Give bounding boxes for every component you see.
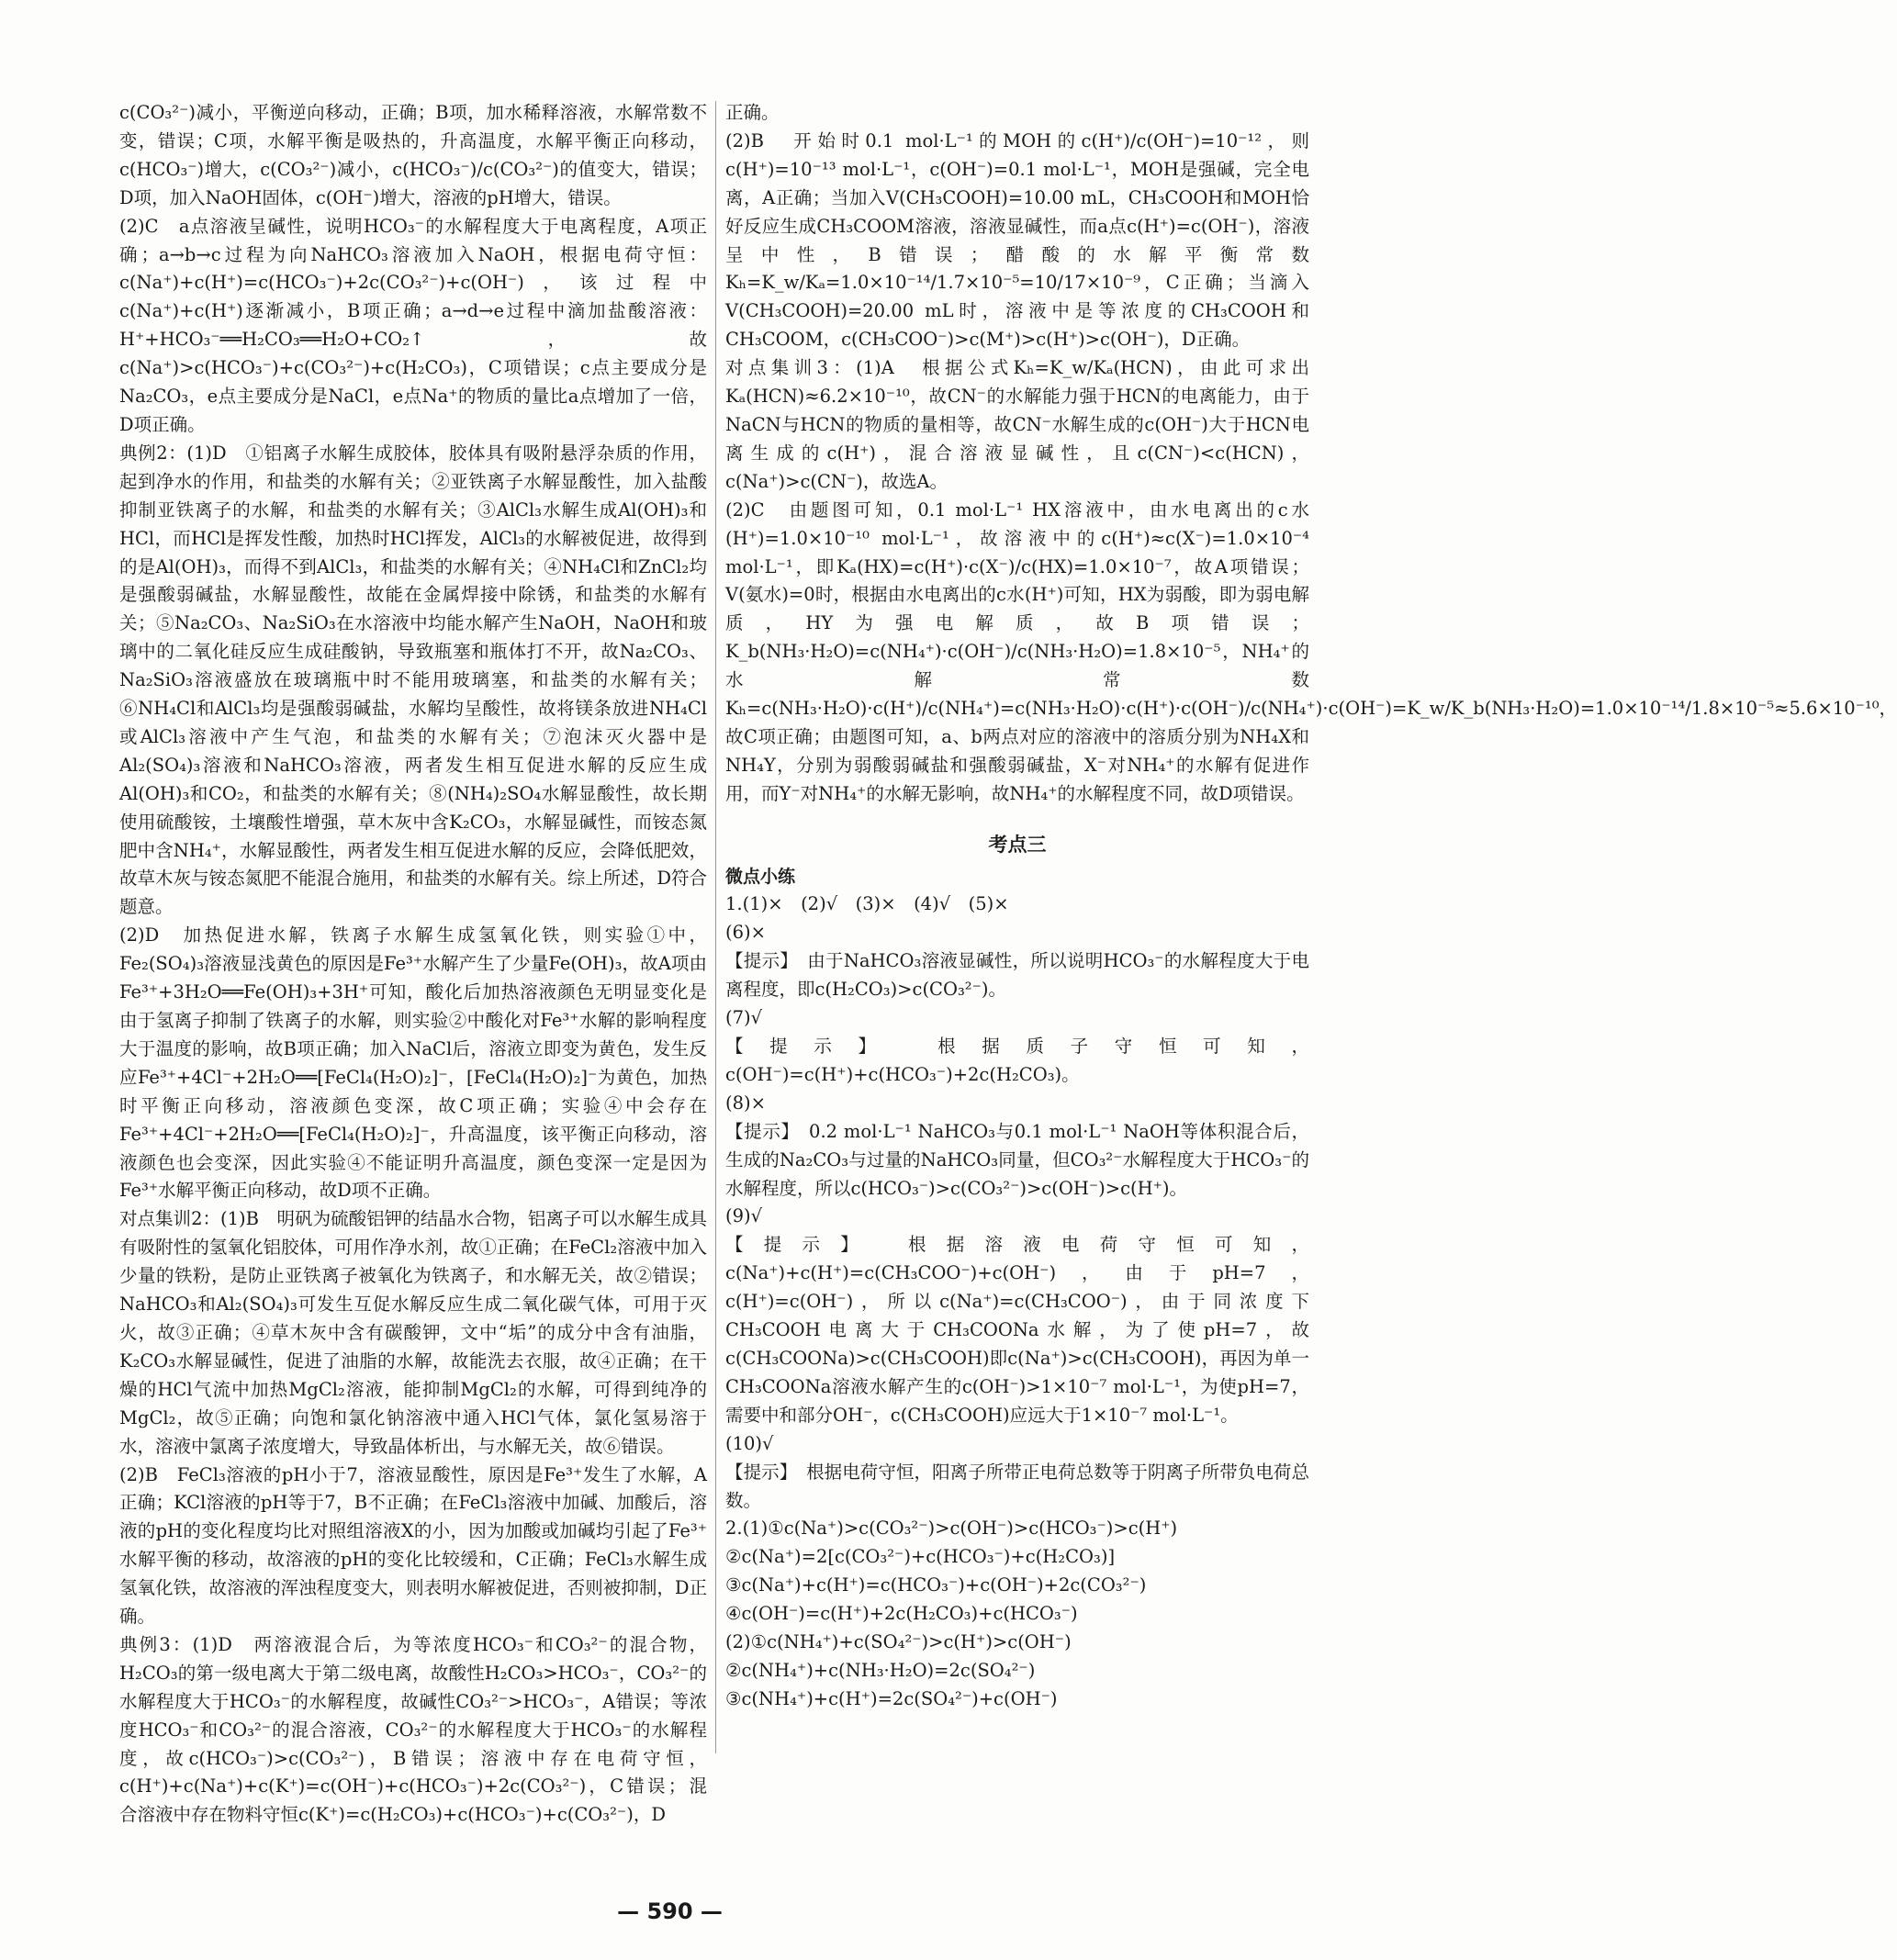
paragraph: 正确。 bbox=[725, 102, 780, 123]
page-number: — 590 — bbox=[617, 1898, 723, 1924]
practice-hint: 【提示】 0.2 mol·L⁻¹ NaHCO₃与0.1 mol·L⁻¹ NaOH等体积混合后，生成的Na₂CO₃与过量的NaHCO₃同量，但CO₃²⁻水解程度大于HCO₃⁻的水解程度，所以c(HCO₃⁻)>c(CO₃²⁻)>c(OH⁻)>c(H⁺)。 bbox=[725, 1120, 1309, 1199]
practice-item: (8)× bbox=[725, 1092, 766, 1114]
section-title: 考点三 bbox=[988, 833, 1047, 856]
practice-item: ③c(Na⁺)+c(H⁺)=c(HCO₃⁻)+c(OH⁻)+2c(CO₃²⁻) bbox=[725, 1574, 1147, 1596]
paragraph: 对点集训3：(1)A 根据公式Kₕ=K_w/Kₐ(HCN)，由此可求出Kₐ(HCN)≈6.2×10⁻¹⁰，故CN⁻的水解能力强于HCN的电离能力，由于NaCN与HCN的物质的量相等，故CN⁻水解生成的c(OH⁻)大于HCN电离生成的c(H⁺)，混合溶液显碱性，且c(CN⁻)<c(HCN)，c(Na⁺)>c(CN⁻)，故选A。 bbox=[725, 357, 1309, 492]
right-column bbox=[725, 99, 1897, 1714]
practice-item: ④c(OH⁻)=c(H⁺)+2c(H₂CO₃)+c(HCO₃⁻) bbox=[725, 1603, 1078, 1625]
practice-item: ②c(Na⁺)=2[c(CO₃²⁻)+c(HCO₃⁻)+c(H₂CO₃)] bbox=[725, 1546, 1116, 1568]
paragraph: c(CO₃²⁻)减小，平衡逆向移动，正确；B项，加水稀释溶液，水解常数不变，错误；C项，水解平衡是吸热的，升高温度，水解平衡正向移动，c(HCO₃⁻)增大，c(CO₃²⁻)减小，c(HCO₃⁻)/c(CO₃²⁻)的值变大，错误；D项，加入NaOH固体，c(OH⁻)增大，溶液的pH增大，错误。 bbox=[119, 102, 707, 208]
practice-item: 1.(1)× (2)√ (3)× (4)√ (5)× bbox=[725, 893, 1009, 915]
paragraph: (2)D 加热促进水解，铁离子水解生成氢氧化铁，则实验①中，Fe₂(SO₄)₃溶液显浅黄色的原因是Fe³⁺水解产生了少量Fe(OH)₃，故A项由Fe³⁺+3H₂O══Fe(OH)₃+3H⁺可知，酸化后加热溶液颜色无明显变化是由于氢离子抑制了铁离子的水解，则实验②中酸化对Fe³⁺水解的影响程度大于温度的影响，故B项正确；加入NaCl后，溶液立即变为黄色，发生反应Fe³⁺+4Cl⁻+2H₂O══[FeCl₄(H₂O)₂]⁻，[FeCl₄(H₂O)₂]⁻为黄色，加热时平衡正向移动，溶液颜色变深，故C项正确；实验④中会存在Fe³⁺+4Cl⁻+2H₂O══[FeCl₄(H₂O)₂]⁻，升高温度，该平衡正向移动，溶液颜色也会变深，因此实验④不能证明升高温度，颜色变深一定是因为Fe³⁺水解平衡正向移动，故D项不正确。 bbox=[119, 924, 707, 1202]
paragraph: 典例2：(1)D ①铝离子水解生成胶体，胶体具有吸附悬浮杂质的作用，起到净水的作用，和盐类的水解有关；②亚铁离子水解显酸性，加入盐酸抑制亚铁离子的水解，和盐类的水解有关；③AlCl₃水解生成Al(OH)₃和HCl，而HCl是挥发性酸，加热时HCl挥发，AlCl₃的水解被促进，故得到的是Al(OH)₃，而得不到AlCl₃，和盐类的水解有关；④NH₄Cl和ZnCl₂均是强酸弱碱盐，水解显酸性，故能在金属焊接中除锈，和盐类的水解有关；⑤Na₂CO₃、Na₂SiO₃在水溶液中均能水解产生NaOH，NaOH和玻璃中的二氧化硅反应生成硅酸钠，导致瓶塞和瓶体打不开，故Na₂CO₃、Na₂SiO₃溶液盛放在玻璃瓶中时不能用玻璃塞，和盐类的水解有关；⑥NH₄Cl和AlCl₃均是强酸弱碱盐，水解均呈酸性，故将镁条放进NH₄Cl或AlCl₃溶液中产生气泡，和盐类的水解有关；⑦泡沫灭火器中是Al₂(SO₄)₃溶液和NaHCO₃溶液，两者发生相互促进水解的反应生成Al(OH)₃和CO₂，和盐类的水解有关；⑧(NH₄)₂SO₄水解显酸性，故长期使用硫酸铵，土壤酸性增强，草木灰中含K₂CO₃，水解显碱性，而铵态氮肥中含NH₄⁺，水解显酸性，两者发生相互促进水解的反应，会降低肥效，故草木灰与铵态氮肥不能混合施用，和盐类的水解有关。综上所述，D符合题意。 bbox=[119, 442, 707, 918]
left-column bbox=[119, 99, 707, 1830]
practice-item: (9)√ bbox=[725, 1205, 763, 1227]
paragraph: 典例3：(1)D 两溶液混合后，为等浓度HCO₃⁻和CO₃²⁻的混合物，H₂CO₃的第一级电离大于第二级电离，故酸性H₂CO₃>HCO₃⁻，CO₃²⁻的水解程度大于HCO₃⁻的水解程度，故碱性CO₃²⁻>HCO₃⁻，A错误；等浓度HCO₃⁻和CO₃²⁻的混合溶液，CO₃²⁻的水解程度大于HCO₃⁻的水解程度，故c(HCO₃⁻)>c(CO₃²⁻)，B错误；溶液中存在电荷守恒，c(H⁺)+c(Na⁺)+c(K⁺)=c(OH⁻)+c(HCO₃⁻)+2c(CO₃²⁻)，C错误；混合溶液中存在物料守恒c(K⁺)=c(H₂CO₃)+c(HCO₃⁻)+c(CO₃²⁻)，D bbox=[119, 1633, 707, 1826]
practice-hint: 【提示】 由于NaHCO₃溶液显碱性，所以说明HCO₃⁻的水解程度大于电离程度，即c(H₂CO₃)>c(CO₃²⁻)。 bbox=[725, 950, 1309, 1001]
column-divider bbox=[715, 101, 716, 1753]
paragraph: (2)C a点溶液呈碱性，说明HCO₃⁻的水解程度大于电离程度，A项正确；a→b→c过程为向NaHCO₃溶液加入NaOH，根据电荷守恒：c(Na⁺)+c(H⁺)=c(HCO₃⁻)+2c(CO₃²⁻)+c(OH⁻)，该过程中c(Na⁺)+c(H⁺)逐渐减小，B项正确；a→d→e过程中滴加盐酸溶液：H⁺+HCO₃⁻══H₂CO₃══H₂O+CO₂↑，故c(Na⁺)>c(HCO₃⁻)+c(CO₃²⁻)+c(H₂CO₃)，C项错误；c点主要成分是Na₂CO₃，e点主要成分是NaCl，e点Na⁺的物质的量比a点增加了一倍，D项正确。 bbox=[119, 215, 707, 435]
practice-item: (6)× bbox=[725, 922, 766, 944]
practice-item: (7)√ bbox=[725, 1007, 763, 1029]
practice-item: (10)√ bbox=[725, 1432, 774, 1454]
practice-hint: 【提示】 根据溶液电荷守恒可知，c(Na⁺)+c(H⁺)=c(CH₃COO⁻)+c(OH⁻)，由于pH=7，c(H⁺)=c(OH⁻)，所以c(Na⁺)=c(CH₃COO⁻)，由于同浓度下CH₃COOH电离大于CH₃COONa水解，为了使pH=7，故c(CH₃COONa)>c(CH₃COOH)即c(Na⁺)>c(CH₃COOH)，再因为单一CH₃COONa溶液水解产生的c(OH⁻)>1×10⁻⁷ mol·L⁻¹，为使pH=7，需要中和部分OH⁻，c(CH₃COOH)应远大于1×10⁻⁷ mol·L⁻¹。 bbox=[725, 1234, 1309, 1426]
paragraph: 对点集训2：(1)B 明矾为硫酸铝钾的结晶水合物，铝离子可以水解生成具有吸附性的氢氧化铝胶体，可用作净水剂，故①正确；在FeCl₂溶液中加入少量的铁粉，是防止亚铁离子被氧化为铁离子，和水解无关，故②错误；NaHCO₃和Al₂(SO₄)₃可发生互促水解反应生成二氧化碳气体，可用于灭火，故③正确；④草木灰中含有碳酸钾，文中“垢”的成分中含有油脂，K₂CO₃水解显碱性，促进了油脂的水解，故能洗去衣服，故④正确；在干燥的HCl气流中加热MgCl₂溶液，能抑制MgCl₂的水解，可得到纯净的MgCl₂，故⑤正确；向饱和氯化钠溶液中通入HCl气体，氯化氢易溶于水，溶液中氯离子浓度增大，导致晶体析出，与水解无关，故⑥错误。 bbox=[119, 1208, 707, 1457]
paragraph: (2)C 由题图可知，0.1 mol·L⁻¹ HX溶液中，由水电离出的c水(H⁺)=1.0×10⁻¹⁰ mol·L⁻¹，故溶液中的c(H⁺)≈c(X⁻)=1.0×10⁻⁴ mol·L⁻¹，即Kₐ(HX)=c(H⁺)·c(X⁻)/c(HX)=1.0×10⁻⁷，故A项错误；V(氨水)=0时，根据由水电离出的c水(H⁺)可知，HX为弱酸，即为弱电解质，HY为强电解质，故B项错误；K_b(NH₃·H₂O)=c(NH₄⁺)·c(OH⁻)/c(NH₃·H₂O)=1.8×10⁻⁵，NH₄⁺的水解常数Kₕ=c(NH₃·H₂O)·c(H⁺)/c(NH₄⁺)=c(NH₃·H₂O)·c(H⁺)·c(OH⁻)/c(NH₄⁺)·c(OH⁻)=K_w/K_b(NH₃·H₂O)=1.0×10⁻¹⁴/1.8×10⁻⁵≈5.6×10⁻¹⁰，故C项正确；由题图可知，a、b两点对应的溶液中的溶质分别为NH₄X和NH₄Y，分别为弱酸弱碱盐和强酸弱碱盐，X⁻对NH₄⁺的水解有促进作用，而Y⁻对NH₄⁺的水解无影响，故NH₄⁺的水解程度不同，故D项错误。 bbox=[725, 498, 1897, 804]
practice-item: ②c(NH₄⁺)+c(NH₃·H₂O)=2c(SO₄²⁻) bbox=[725, 1659, 1036, 1681]
practice-item: ③c(NH₄⁺)+c(H⁺)=2c(SO₄²⁻)+c(OH⁻) bbox=[725, 1687, 1058, 1709]
paragraph: (2)B 开始时0.1 mol·L⁻¹的MOH的c(H⁺)/c(OH⁻)=10⁻¹²，则c(H⁺)=10⁻¹³ mol·L⁻¹，c(OH⁻)=0.1 mol·L⁻¹，MOH是强碱，完全电离，A正确；当加入V(CH₃COOH)=10.00 mL，CH₃COOH和MOH恰好反应生成CH₃COOM溶液，溶液显碱性，而a点c(H⁺)=c(OH⁻)，溶液呈中性，B错误；醋酸的水解平衡常数Kₕ=K_w/Kₐ=1.0×10⁻¹⁴/1.7×10⁻⁵=10/17×10⁻⁹，C正确；当滴入V(CH₃COOH)=20.00 mL时，溶液中是等浓度的CH₃COOH和CH₃COOM，c(CH₃COO⁻)>c(M⁺)>c(H⁺)>c(OH⁻)，D正确。 bbox=[725, 129, 1309, 351]
paragraph: (2)B FeCl₃溶液的pH小于7，溶液显酸性，原因是Fe³⁺发生了水解，A正确；KCl溶液的pH等于7，B不正确；在FeCl₃溶液中加碱、加酸后，溶液的pH的变化程度均比对照组溶液X的小，因为加酸或加碱均引起了Fe³⁺水解平衡的移动，故溶液的pH的变化比较缓和，C正确；FeCl₃水解生成氢氧化铁，故溶液的浑浊程度变大，则表明水解被促进，否则被抑制，D正确。 bbox=[119, 1463, 707, 1628]
practice-title: 微点小练 bbox=[725, 866, 796, 887]
practice-item: (2)①c(NH₄⁺)+c(SO₄²⁻)>c(H⁺)>c(OH⁻) bbox=[725, 1631, 1072, 1653]
practice-hint: 【提示】 根据电荷守恒，阳离子所带正电荷总数等于阴离子所带负电荷总数。 bbox=[725, 1461, 1309, 1511]
practice-item: 2.(1)①c(Na⁺)>c(CO₃²⁻)>c(OH⁻)>c(HCO₃⁻)>c(H⁺) bbox=[725, 1518, 1178, 1540]
practice-hint: 【提示】 根据质子守恒可知，c(OH⁻)=c(H⁺)+c(HCO₃⁻)+2c(H₂CO₃)。 bbox=[725, 1036, 1309, 1085]
